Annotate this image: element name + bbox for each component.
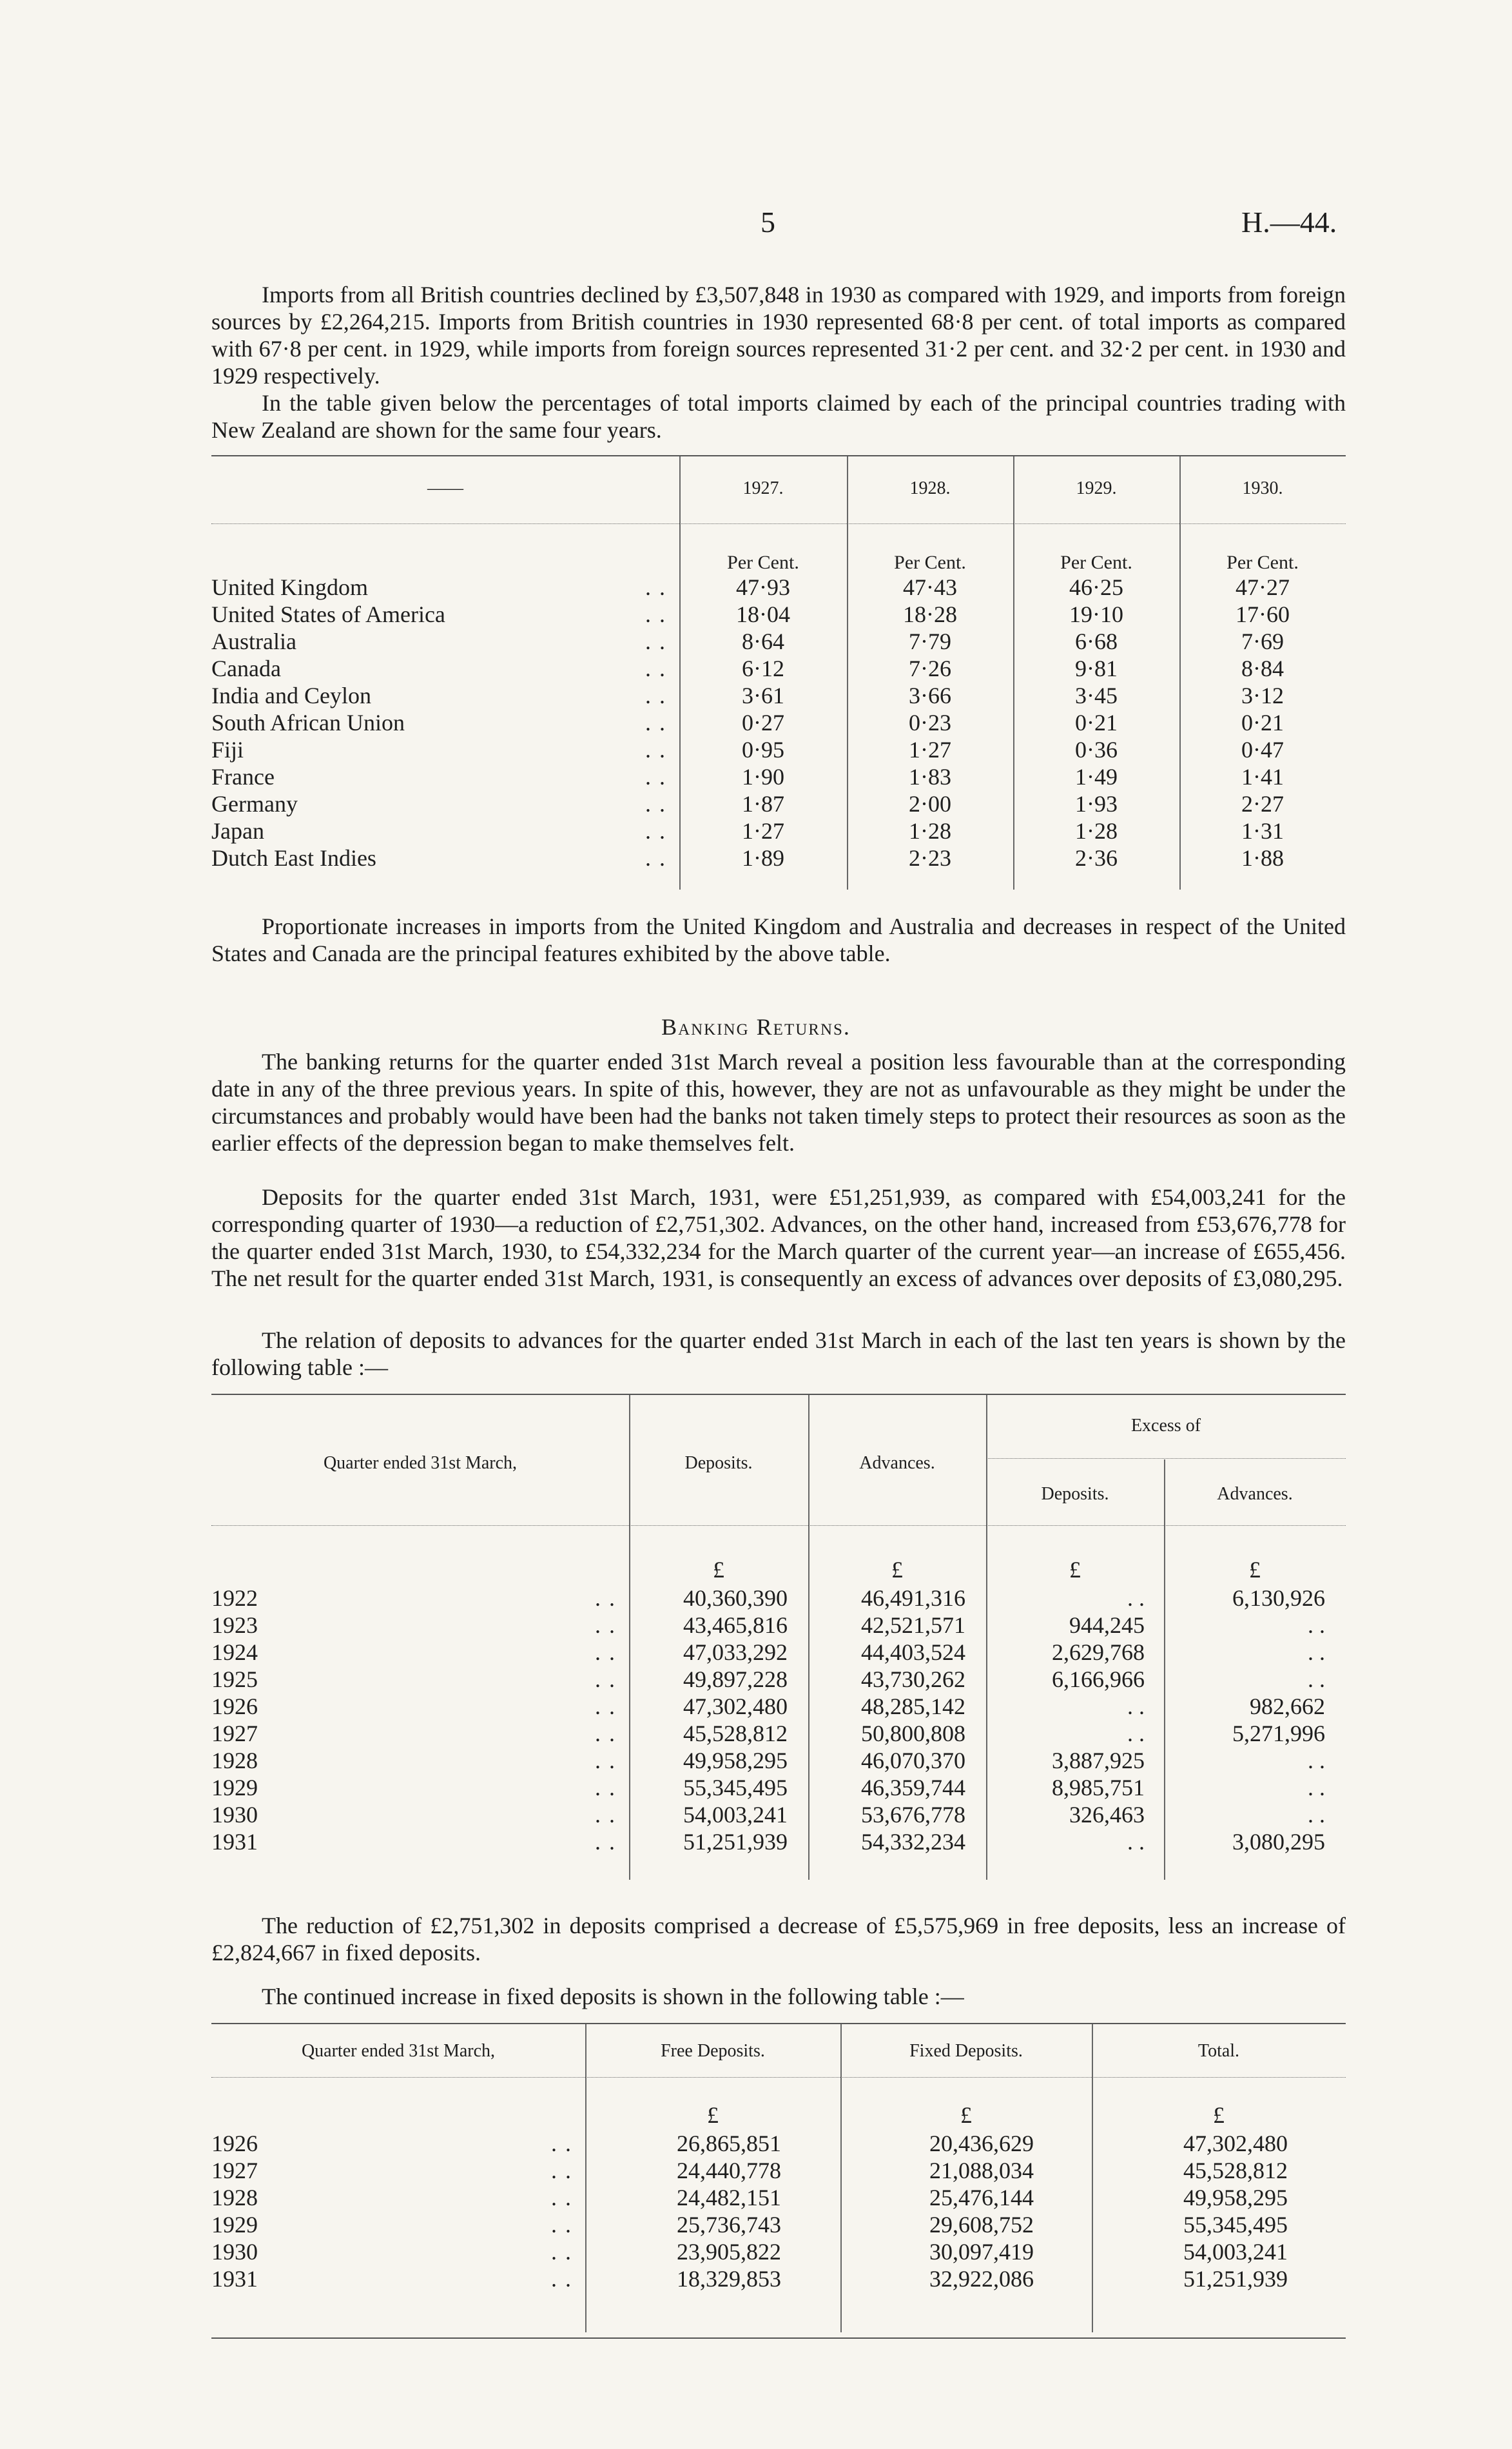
table1-value: 1·87 bbox=[742, 791, 784, 817]
table1-header-1929: 1929. bbox=[1076, 478, 1117, 498]
table2-excess-deposits: . . bbox=[1127, 1585, 1145, 1611]
table2-excess-deposits: 2,629,768 bbox=[1052, 1639, 1145, 1665]
table2-leader: . . bbox=[595, 1775, 616, 1800]
table2-advances: 43,730,262 bbox=[861, 1666, 965, 1692]
table2-excess-advances: 5,271,996 bbox=[1232, 1721, 1325, 1746]
table2-deposits: 45,528,812 bbox=[683, 1721, 788, 1746]
table3-leader: . . bbox=[551, 2239, 572, 2265]
table1-value: 1·93 bbox=[1075, 791, 1118, 817]
table3-year: 1926 bbox=[211, 2131, 258, 2156]
table1-value: 46·25 bbox=[1069, 574, 1123, 600]
table1-country: Fiji bbox=[211, 737, 244, 763]
table1-value: 7·26 bbox=[909, 656, 951, 681]
table2-advances: 46,359,744 bbox=[861, 1775, 965, 1800]
table2-excess-deposits: 3,887,925 bbox=[1052, 1748, 1145, 1773]
table1-value: 7·79 bbox=[909, 629, 951, 654]
paragraph-deposits: Deposits for the quarter ended 31st March, 1931, were £51,251,939, as compared with £54,003,241 for the corresponding quarter of 1930—a reduction of £2,751,302. Advances, on the other hand, increased from £53,676,778 for the quarter ended 31st March, 1930, to £54,332,234 for the March quarter of the current year—an increase of £655,456. The net result for the quarter ended 31st March, 1931, is consequently an excess of advances over deposits of £3,080,295. bbox=[211, 1184, 1346, 1291]
table3-total: 45,528,812 bbox=[1183, 2158, 1288, 2183]
table2-excess-deposits: 8,985,751 bbox=[1052, 1775, 1145, 1800]
table1-unit: Per Cent. bbox=[1226, 552, 1299, 573]
table1-unit: Per Cent. bbox=[894, 552, 966, 573]
table2-leader: . . bbox=[595, 1748, 616, 1773]
table3-free-header: Free Deposits. bbox=[661, 2041, 765, 2061]
table1-value: 3·61 bbox=[742, 683, 784, 708]
table3-leader: . . bbox=[551, 2131, 572, 2156]
table2-excess-advances: 3,080,295 bbox=[1232, 1829, 1325, 1855]
table3-currency: £ bbox=[1213, 2102, 1225, 2128]
table1-value: 47·43 bbox=[903, 574, 957, 600]
table3-free: 26,865,851 bbox=[677, 2131, 781, 2156]
table1-value: 0·23 bbox=[909, 710, 951, 736]
table3-leader: . . bbox=[551, 2266, 572, 2292]
paragraph-imports-british: Imports from all British countries declined by £3,507,848 in 1930 as compared with 1929, and imports from foreign sources by £2,264,215. Imports from British countries in 1930 represented 68·8 per cent. of total imports as compared with 67·8 per cent. in 1929, while imports from foreign sources represented 31·2 per cent. and 32·2 per cent. in 1930 and 1929 respectively. bbox=[211, 282, 1346, 389]
table3-free: 24,482,151 bbox=[677, 2185, 781, 2210]
table2-deposits: 47,033,292 bbox=[683, 1639, 788, 1665]
table1-value: 18·28 bbox=[903, 601, 957, 627]
table3-fixed: 29,608,752 bbox=[929, 2212, 1034, 2238]
table1-value: 1·31 bbox=[1241, 818, 1284, 844]
table1-country: South African Union bbox=[211, 710, 405, 736]
table2-year: 1922 bbox=[211, 1585, 258, 1611]
table1-value: 2·27 bbox=[1241, 791, 1284, 817]
table1-country: India and Ceylon bbox=[211, 683, 371, 708]
table2-advances: 46,070,370 bbox=[861, 1748, 965, 1773]
table2-deposits: 40,360,390 bbox=[683, 1585, 788, 1611]
table1-value: 1·90 bbox=[742, 764, 784, 790]
table1-value: 1·28 bbox=[909, 818, 951, 844]
table1-country: United Kingdom bbox=[211, 574, 368, 600]
page-number: 5 bbox=[761, 206, 775, 239]
table3-free: 25,736,743 bbox=[677, 2212, 781, 2238]
table1-value: 47·27 bbox=[1236, 574, 1290, 600]
table1-value: 1·27 bbox=[742, 818, 784, 844]
table2-advances: 53,676,778 bbox=[861, 1802, 965, 1828]
table3-fixed-header: Fixed Deposits. bbox=[909, 2041, 1023, 2061]
table1-value: 1·49 bbox=[1075, 764, 1118, 790]
table1-leader: . . bbox=[645, 845, 666, 871]
table2-excess-deposits: 326,463 bbox=[1069, 1802, 1145, 1828]
table1-value: 9·81 bbox=[1075, 656, 1118, 681]
table2-advances: 50,800,808 bbox=[861, 1721, 965, 1746]
table2-year: 1931 bbox=[211, 1829, 258, 1855]
table1-value: 2·00 bbox=[909, 791, 951, 817]
table2-leader: . . bbox=[595, 1585, 616, 1611]
table3-leader: . . bbox=[551, 2185, 572, 2210]
table3-total-header: Total. bbox=[1197, 2041, 1240, 2061]
table2-advances: 46,491,316 bbox=[861, 1585, 965, 1611]
table2-excess-advances: . . bbox=[1308, 1775, 1325, 1800]
table2-currency: £ bbox=[1069, 1557, 1081, 1583]
table1-country: United States of America bbox=[211, 601, 445, 627]
table3-total: 47,302,480 bbox=[1183, 2131, 1288, 2156]
table3-quarter-header: Quarter ended 31st March, bbox=[301, 2041, 496, 2061]
paragraph-reduction: The reduction of £2,751,302 in deposits comprised a decrease of £5,575,969 in free deposits, less an increase of £2,824,667 in fixed deposits. bbox=[211, 1913, 1346, 1966]
paragraph-banking-returns: The banking returns for the quarter ended 31st March reveal a position less favourable than at the corresponding date in any of the three previous years. In spite of this, however, they are not as unfavourable as they might be under the circumstances and probably would have been had the banks not taken timely steps to protect their resources as soon as the earlier effects of the depression began to make themselves felt. bbox=[211, 1049, 1346, 1156]
table1-leader: . . bbox=[645, 601, 666, 627]
table2-excess-advances: . . bbox=[1308, 1639, 1325, 1665]
table1-value: 17·60 bbox=[1236, 601, 1290, 627]
document-reference: H.—44. bbox=[1241, 206, 1337, 239]
table3-leader: . . bbox=[551, 2158, 572, 2183]
table2-advances-header: Advances. bbox=[859, 1453, 935, 1473]
paragraph-relation: The relation of deposits to advances for the quarter ended 31st March in each of the last ten years is shown by the following table :— bbox=[211, 1327, 1346, 1380]
banking-returns-heading: Banking Returns. bbox=[661, 1014, 851, 1040]
table1-value: 6·12 bbox=[742, 656, 784, 681]
table1-leader: . . bbox=[645, 656, 666, 681]
table2-leader: . . bbox=[595, 1612, 616, 1638]
table3-year: 1930 bbox=[211, 2239, 258, 2265]
table1-value: 19·10 bbox=[1069, 601, 1123, 627]
table2-leader: . . bbox=[595, 1721, 616, 1746]
table2-excess-advances: . . bbox=[1308, 1748, 1325, 1773]
table1-leader: . . bbox=[645, 818, 666, 844]
table3-year: 1927 bbox=[211, 2158, 258, 2183]
table3-total: 51,251,939 bbox=[1183, 2266, 1288, 2292]
table1-corner: —— bbox=[427, 478, 463, 498]
table3-year: 1928 bbox=[211, 2185, 258, 2210]
table1-leader: . . bbox=[645, 791, 666, 817]
table1-value: 1·88 bbox=[1241, 845, 1284, 871]
table3-fixed: 21,088,034 bbox=[929, 2158, 1034, 2183]
table1-unit: Per Cent. bbox=[1060, 552, 1132, 573]
table2-excess-deposits-header: Deposits. bbox=[1041, 1484, 1109, 1504]
table1-value: 2·36 bbox=[1075, 845, 1118, 871]
table2-year: 1929 bbox=[211, 1775, 258, 1800]
table2-excess-deposits: 944,245 bbox=[1069, 1612, 1145, 1638]
table2-deposits: 43,465,816 bbox=[683, 1612, 788, 1638]
table2-excess-advances-header: Advances. bbox=[1217, 1484, 1293, 1504]
table3-currency: £ bbox=[707, 2102, 719, 2128]
table2-currency: £ bbox=[1249, 1557, 1261, 1583]
table2-deposits: 47,302,480 bbox=[683, 1693, 788, 1719]
table2-leader: . . bbox=[595, 1666, 616, 1692]
table1-value: 47·93 bbox=[736, 574, 790, 600]
table1-value: 1·83 bbox=[909, 764, 951, 790]
table1-value: 1·27 bbox=[909, 737, 951, 763]
table2-deposits-header: Deposits. bbox=[684, 1453, 753, 1473]
table3-total: 54,003,241 bbox=[1183, 2239, 1288, 2265]
table2-excess-advances: . . bbox=[1308, 1666, 1325, 1692]
table1-value: 0·21 bbox=[1075, 710, 1118, 736]
table3-free: 23,905,822 bbox=[677, 2239, 781, 2265]
table3-free: 24,440,778 bbox=[677, 2158, 781, 2183]
table2-leader: . . bbox=[595, 1693, 616, 1719]
table2-leader: . . bbox=[595, 1802, 616, 1828]
table1-value: 1·89 bbox=[742, 845, 784, 871]
table3-year: 1931 bbox=[211, 2266, 258, 2292]
table2-excess-deposits: . . bbox=[1127, 1693, 1145, 1719]
paragraph-fixed-intro: The continued increase in fixed deposits is shown in the following table :— bbox=[262, 1984, 964, 2009]
paragraph-proportionate: Proportionate increases in imports from the United Kingdom and Australia and decreases in respect of the United States and Canada are the principal features exhibited by the above table. bbox=[211, 913, 1346, 966]
table1-value: 7·69 bbox=[1241, 629, 1284, 654]
table1-country: Australia bbox=[211, 629, 296, 654]
table1-value: 1·28 bbox=[1075, 818, 1118, 844]
table1-value: 3·45 bbox=[1075, 683, 1118, 708]
table3-total: 49,958,295 bbox=[1183, 2185, 1288, 2210]
table1-header-1930: 1930. bbox=[1242, 478, 1283, 498]
table2-year: 1925 bbox=[211, 1666, 258, 1692]
table2-deposits: 49,897,228 bbox=[683, 1666, 788, 1692]
table2-leader: . . bbox=[595, 1639, 616, 1665]
table1-country: Canada bbox=[211, 656, 281, 681]
paragraph-table-intro: In the table given below the percentages of total imports claimed by each of the principal countries trading with New Zealand are shown for the same four years. bbox=[211, 390, 1346, 443]
table2-year: 1924 bbox=[211, 1639, 258, 1665]
table2-year: 1927 bbox=[211, 1721, 258, 1746]
table1-leader: . . bbox=[645, 710, 666, 736]
table3-currency: £ bbox=[960, 2102, 972, 2128]
table2-deposits: 55,345,495 bbox=[683, 1775, 788, 1800]
table1-value: 18·04 bbox=[736, 601, 790, 627]
table1-country: Dutch East Indies bbox=[211, 845, 376, 871]
table2-deposits: 54,003,241 bbox=[683, 1802, 788, 1828]
table1-header-1927: 1927. bbox=[742, 478, 784, 498]
table2-excess-advances: 982,662 bbox=[1250, 1693, 1325, 1719]
table2-year: 1926 bbox=[211, 1693, 258, 1719]
table1-value: 0·27 bbox=[742, 710, 784, 736]
table3-total: 55,345,495 bbox=[1183, 2212, 1288, 2238]
table1-value: 6·68 bbox=[1075, 629, 1118, 654]
table2-excess-advances: 6,130,926 bbox=[1232, 1585, 1325, 1611]
table1-value: 3·12 bbox=[1241, 683, 1284, 708]
table1-leader: . . bbox=[645, 764, 666, 790]
table2-excess-header: Excess of bbox=[1130, 1416, 1201, 1436]
table1-header-1928: 1928. bbox=[909, 478, 951, 498]
table2-excess-deposits: 6,166,966 bbox=[1052, 1666, 1145, 1692]
table3-fixed: 25,476,144 bbox=[929, 2185, 1034, 2210]
table1-country: Germany bbox=[211, 791, 298, 817]
table1-unit: Per Cent. bbox=[727, 552, 799, 573]
table1-value: 0·36 bbox=[1075, 737, 1118, 763]
table1-value: 3·66 bbox=[909, 683, 951, 708]
table1-country: Japan bbox=[211, 818, 264, 844]
table1-leader: . . bbox=[645, 737, 666, 763]
table2-advances: 48,285,142 bbox=[861, 1693, 965, 1719]
table2-year: 1928 bbox=[211, 1748, 258, 1773]
table2-excess-advances: . . bbox=[1308, 1612, 1325, 1638]
table1-value: 8·84 bbox=[1241, 656, 1284, 681]
table2-currency: £ bbox=[891, 1557, 903, 1583]
table2-quarter-header: Quarter ended 31st March, bbox=[323, 1453, 518, 1473]
table2-advances: 44,403,524 bbox=[861, 1639, 965, 1665]
table3-fixed: 20,436,629 bbox=[929, 2131, 1034, 2156]
table2-currency: £ bbox=[713, 1557, 724, 1583]
table1-value: 0·21 bbox=[1241, 710, 1284, 736]
table2-excess-advances: . . bbox=[1308, 1802, 1325, 1828]
table1-value: 0·95 bbox=[742, 737, 784, 763]
table3-year: 1929 bbox=[211, 2212, 258, 2238]
table1-value: 8·64 bbox=[742, 629, 784, 654]
table1-leader: . . bbox=[645, 683, 666, 708]
table3-leader: . . bbox=[551, 2212, 572, 2238]
table2-year: 1930 bbox=[211, 1802, 258, 1828]
table1-value: 2·23 bbox=[909, 845, 951, 871]
table3-free: 18,329,853 bbox=[677, 2266, 781, 2292]
table1-country: France bbox=[211, 764, 275, 790]
table2-leader: . . bbox=[595, 1829, 616, 1855]
table2-excess-deposits: . . bbox=[1127, 1721, 1145, 1746]
table1-value: 0·47 bbox=[1241, 737, 1284, 763]
table2-excess-deposits: . . bbox=[1127, 1829, 1145, 1855]
table1-leader: . . bbox=[645, 629, 666, 654]
table2-year: 1923 bbox=[211, 1612, 258, 1638]
table2-advances: 54,332,234 bbox=[861, 1829, 965, 1855]
table1-leader: . . bbox=[645, 574, 666, 600]
table2-advances: 42,521,571 bbox=[861, 1612, 965, 1638]
table2-deposits: 49,958,295 bbox=[683, 1748, 788, 1773]
table2-deposits: 51,251,939 bbox=[683, 1829, 788, 1855]
table3-fixed: 32,922,086 bbox=[929, 2266, 1034, 2292]
table1-value: 1·41 bbox=[1241, 764, 1284, 790]
table3-fixed: 30,097,419 bbox=[929, 2239, 1034, 2265]
